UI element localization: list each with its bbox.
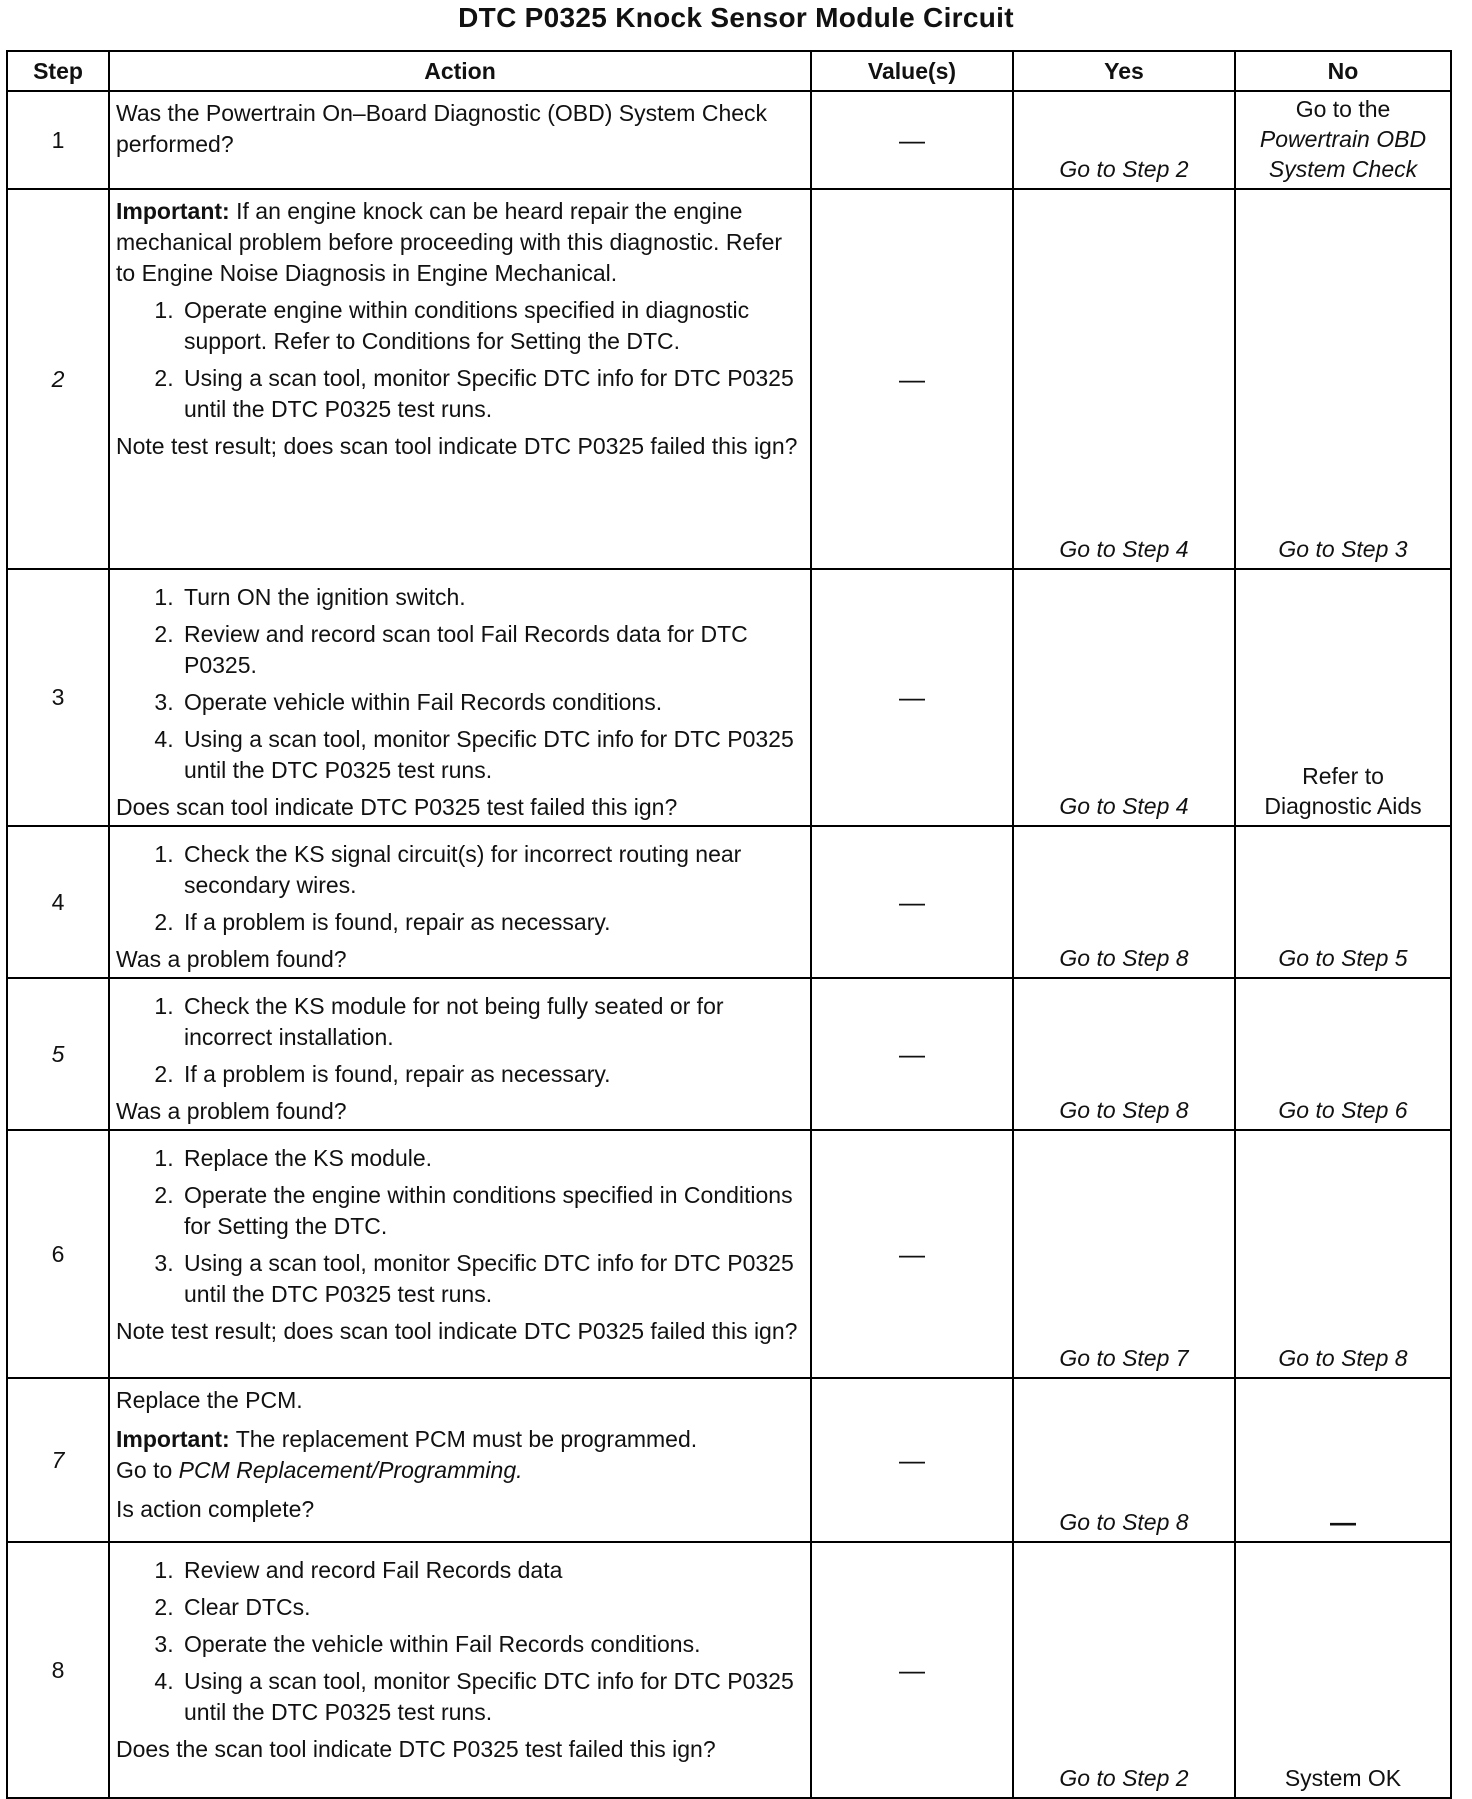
action-cell	[109, 1378, 811, 1542]
list-item: 2. If a problem is found, repair as necessary.	[180, 1059, 804, 1090]
action-question: Was a problem found?	[116, 946, 347, 972]
value-cell: —	[811, 91, 1013, 189]
list-item: 1. Replace the KS module.	[180, 1143, 804, 1174]
list-item: 4. Using a scan tool, monitor Specific DTC info for DTC P0325 until the DTC P0325 test runs.	[180, 1666, 804, 1728]
value-cell: —	[811, 978, 1013, 1130]
action-question: Does the scan tool indicate DTC P0325 test failed this ign?	[116, 1736, 716, 1762]
yes-cell: Go to Step 4	[1013, 189, 1235, 569]
no-line: System Check	[1268, 156, 1418, 182]
action-list	[116, 582, 804, 786]
table-row	[7, 91, 1451, 189]
header-action: Action	[109, 51, 811, 91]
header-row	[7, 51, 1451, 91]
action-cell	[109, 826, 811, 978]
table-row	[7, 569, 1451, 826]
step-number: 4	[7, 826, 109, 978]
yes-cell: Go to Step 2	[1013, 1542, 1235, 1798]
yes-cell: Go to Step 2	[1013, 91, 1235, 189]
step-number: 6	[7, 1130, 109, 1378]
value-cell: —	[811, 1378, 1013, 1542]
no-line: Refer to	[1302, 763, 1384, 789]
action-cell	[109, 569, 811, 826]
yes-cell: Go to Step 8	[1013, 826, 1235, 978]
pcm-replacement-link[interactable]: PCM Replacement/Programming.	[178, 1457, 523, 1483]
value-cell: —	[811, 826, 1013, 978]
step-number: 5	[7, 978, 109, 1130]
value-cell: —	[811, 189, 1013, 569]
yes-cell: Go to Step 7	[1013, 1130, 1235, 1378]
list-item: 2. Operate the engine within conditions specified in Conditions for Setting the DTC.	[180, 1180, 804, 1242]
action-list	[116, 1555, 804, 1728]
action-cell	[109, 189, 811, 569]
list-item: 2. Review and record scan tool Fail Records data for DTC P0325.	[180, 619, 804, 681]
header-step: Step	[7, 51, 109, 91]
action-list	[116, 295, 804, 425]
header-values: Value(s)	[811, 51, 1013, 91]
list-item: 1. Review and record Fail Records data	[180, 1555, 804, 1586]
no-cell: Go to Step 6	[1235, 978, 1451, 1130]
list-item: 1. Turn ON the ignition switch.	[180, 582, 804, 613]
action-cell	[109, 1542, 811, 1798]
header-yes: Yes	[1013, 51, 1235, 91]
action-cell	[109, 1130, 811, 1378]
header-no: No	[1235, 51, 1451, 91]
value-cell: —	[811, 569, 1013, 826]
diagnostic-table	[6, 50, 1452, 1799]
action-cell	[109, 91, 811, 189]
value-cell: —	[811, 1542, 1013, 1798]
no-cell: —	[1235, 1378, 1451, 1542]
list-item: 4. Using a scan tool, monitor Specific DTC info for DTC P0325 until the DTC P0325 test runs.	[180, 724, 804, 786]
action-question: Was the Powertrain On–Board Diagnostic (OBD) System Check performed?	[116, 100, 768, 157]
action-question: Note test result; does scan tool indicate DTC P0325 failed this ign?	[116, 1318, 798, 1344]
step-number: 2	[7, 189, 109, 569]
important-label: Important:	[116, 198, 230, 224]
table-row	[7, 1130, 1451, 1378]
no-cell: Go to Step 5	[1235, 826, 1451, 978]
no-line: Go to the	[1295, 96, 1391, 122]
list-item: 2. Clear DTCs.	[180, 1592, 804, 1623]
step-number: 3	[7, 569, 109, 826]
no-line: Powertrain OBD	[1259, 126, 1427, 152]
action-cell	[109, 978, 811, 1130]
step-number: 7	[7, 1378, 109, 1542]
goto-reference	[116, 1455, 804, 1486]
step-number: 8	[7, 1542, 109, 1798]
table-row	[7, 1378, 1451, 1542]
action-question: Note test result; does scan tool indicate DTC P0325 failed this ign?	[116, 433, 798, 459]
no-cell: System OK	[1235, 1542, 1451, 1798]
important-label: Important:	[116, 1426, 230, 1452]
list-item: 3. Using a scan tool, monitor Specific DTC info for DTC P0325 until the DTC P0325 test runs.	[180, 1248, 804, 1310]
important-note	[116, 1424, 804, 1455]
action-question: Is action complete?	[116, 1496, 315, 1522]
table-row	[7, 826, 1451, 978]
important-text: If an engine knock can be heard repair the engine mechanical problem before proceeding with this diagnostic. Refer to Engine Noise Diagnosis in Engine Mechanical.	[116, 198, 783, 286]
action-list	[116, 991, 804, 1090]
table-row	[7, 189, 1451, 569]
step-number: 1	[7, 91, 109, 189]
action-question: Does scan tool indicate DTC P0325 test failed this ign?	[116, 794, 678, 820]
list-item: 1. Check the KS module for not being fully seated or for incorrect installation.	[180, 991, 804, 1053]
page-title: DTC P0325 Knock Sensor Module Circuit	[458, 2, 1014, 33]
list-item: 1. Operate engine within conditions specified in diagnostic support. Refer to Conditions for Setting the DTC.	[180, 295, 804, 357]
list-item: 1. Check the KS signal circuit(s) for incorrect routing near secondary wires.	[180, 839, 804, 901]
table-row	[7, 978, 1451, 1130]
action-question: Was a problem found?	[116, 1098, 347, 1124]
yes-cell: Go to Step 8	[1013, 1378, 1235, 1542]
action-list	[116, 1143, 804, 1310]
no-cell	[1235, 91, 1451, 189]
yes-cell: Go to Step 4	[1013, 569, 1235, 826]
yes-cell: Go to Step 8	[1013, 978, 1235, 1130]
no-cell: Go to Step 3	[1235, 189, 1451, 569]
no-cell	[1235, 569, 1451, 826]
list-item: 3. Operate vehicle within Fail Records conditions.	[180, 687, 804, 718]
important-text: The replacement PCM must be programmed.	[229, 1426, 698, 1452]
list-item: 3. Operate the vehicle within Fail Records conditions.	[180, 1629, 804, 1660]
important-note	[116, 196, 804, 289]
list-item: 2. Using a scan tool, monitor Specific DTC info for DTC P0325 until the DTC P0325 test runs.	[180, 363, 804, 425]
action-list	[116, 839, 804, 938]
value-cell: —	[811, 1130, 1013, 1378]
no-cell: Go to Step 8	[1235, 1130, 1451, 1378]
no-line: Diagnostic Aids	[1264, 793, 1422, 819]
table-row	[7, 1542, 1451, 1798]
list-item: 2. If a problem is found, repair as necessary.	[180, 907, 804, 938]
goto-prefix: Go to	[116, 1457, 179, 1483]
action-text: Replace the PCM.	[116, 1387, 303, 1413]
